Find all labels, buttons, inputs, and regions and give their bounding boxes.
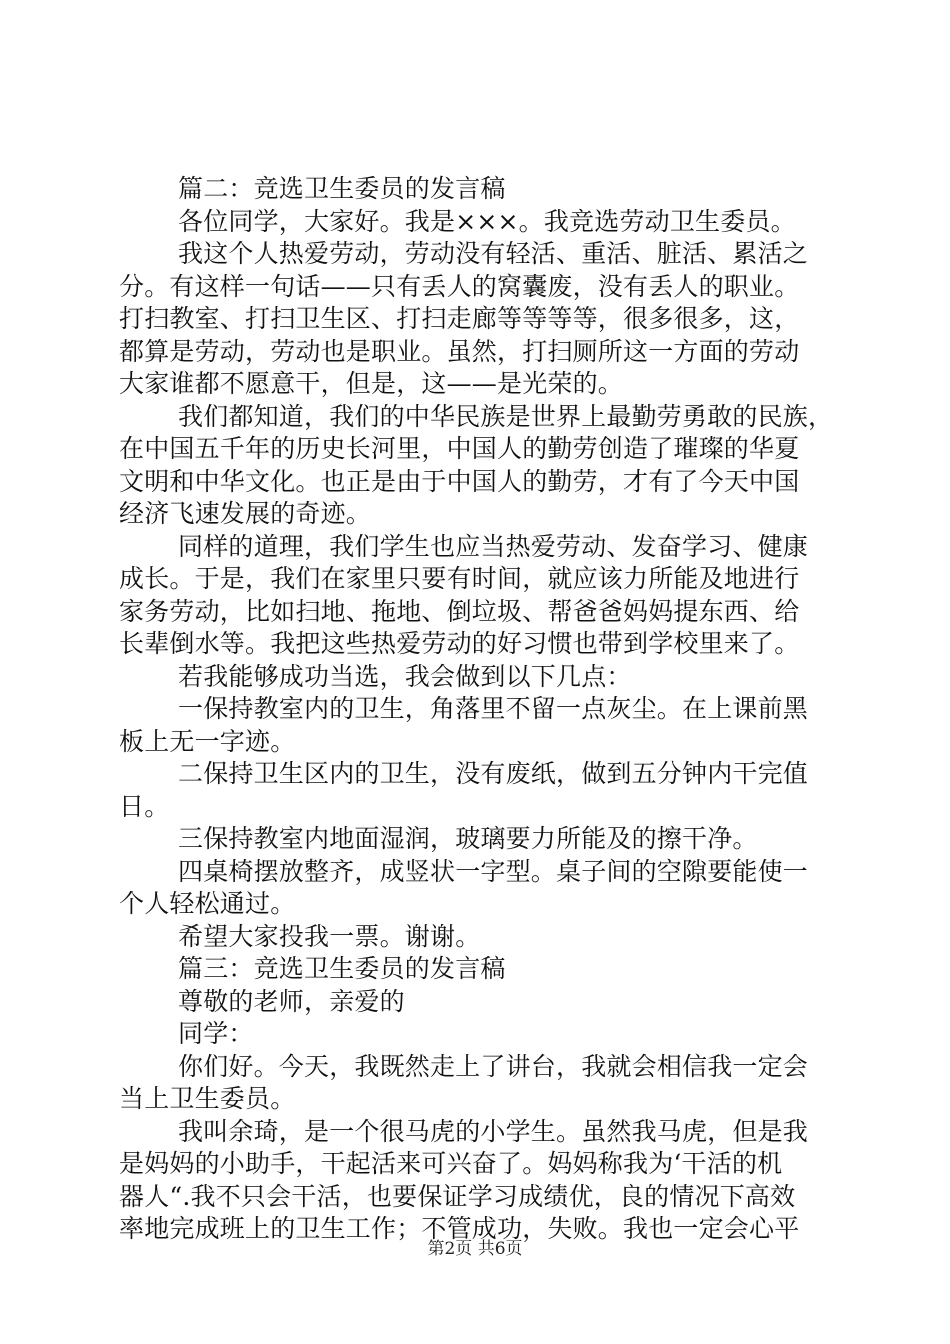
text-line: 家务劳动，比如扫地、拖地、倒垃圾、帮爸爸妈妈提东西、给	[119, 596, 800, 626]
text-line: 二保持卫生区内的卫生，没有废纸，做到五分钟内干完值	[178, 759, 809, 788]
text-line: 在中国五千年的历史长河里，中国人的勤劳创造了璀璨的华夏	[119, 434, 800, 463]
text-line: 一保持教室内的卫生，角落里不留一点灰尘。在上课前黑	[178, 694, 809, 723]
text-line: 同样的道理，我们学生也应当热爱劳动、发奋学习、健康	[178, 531, 809, 561]
text-line: 我叫余琦，是一个很马虎的小学生。虽然我马虎，但是我	[178, 1116, 809, 1146]
text-line: 三保持教室内地面湿润，玻璃要力所能及的擦干净。	[178, 824, 758, 853]
text-line: 若我能够成功当选，我会做到以下几点：	[178, 661, 632, 691]
text-line: 我这个人热爱劳动，劳动没有轻活、重活、脏活、累活之	[178, 239, 809, 268]
text-line: 我们都知道，我们的中华民族是世界上最勤劳勇敢的民族，	[178, 401, 834, 431]
text-line: 大家谁都不愿意干，但是，这——是光荣的。	[119, 369, 624, 398]
text-line: 篇二：竞选卫生委员的发言稿	[178, 174, 506, 203]
text-line: 篇三：竞选卫生委员的发言稿	[178, 954, 506, 983]
page-footer: 第2页 共6页	[427, 1239, 523, 1259]
text-line: 器人“.我不只会干活，也要保证学习成绩优，良的情况下高效	[119, 1181, 796, 1211]
text-line: 个人轻松通过。	[119, 889, 296, 918]
text-line: 文明和中华文化。也正是由于中国人的勤劳，才有了今天中国	[119, 466, 800, 496]
text-line: 成长。于是，我们在家里只要有时间，就应该力所能及地进行	[119, 564, 800, 593]
text-line: 长辈倒水等。我把这些热爱劳动的好习惯也带到学校里来了。	[119, 629, 800, 658]
text-line: 分。有这样一句话——只有丢人的窝囊废，没有丢人的职业。	[119, 271, 800, 301]
text-line: 打扫教室、打扫卫生区、打扫走廊等等等等，很多很多，这，	[119, 304, 800, 333]
text-line: 四桌椅摆放整齐，成竖状一字型。桌子间的空隙要能使一	[178, 856, 809, 886]
text-line: 日。	[119, 791, 170, 821]
text-line: 你们好。今天，我既然走上了讲台，我就会相信我一定会	[178, 1051, 809, 1081]
text-line: 希望大家投我一票。谢谢。	[178, 921, 481, 951]
text-line: 尊敬的老师，亲爱的	[178, 986, 405, 1016]
text-line: 是妈妈的小助手，干起活来可兴奋了。妈妈称我为‘干活的机	[119, 1149, 783, 1178]
text-line: 经济飞速发展的奇迹。	[119, 499, 372, 528]
text-line: 同学：	[178, 1019, 254, 1048]
document-body	[119, 173, 835, 1246]
text-line: 率地完成班上的卫生工作；不管成功，失败。我也一定会心平	[119, 1214, 800, 1243]
text-line: 当上卫生委员。	[119, 1084, 296, 1113]
text-line: 板上无一字迹。	[119, 726, 296, 756]
text-line: 都算是劳动，劳动也是职业。虽然，打扫厕所这一方面的劳动	[119, 336, 800, 366]
text-line: 各位同学，大家好。我是×××。我竞选劳动卫生委员。	[178, 206, 796, 236]
